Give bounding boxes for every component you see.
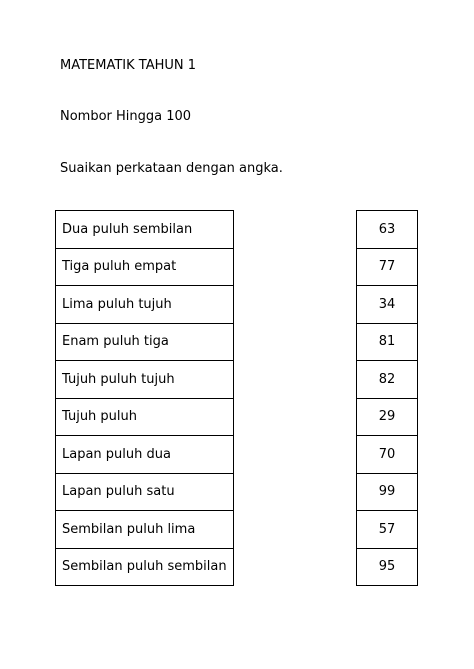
word-cell[interactable]: Lapan puluh dua bbox=[56, 436, 234, 474]
words-column bbox=[55, 210, 234, 586]
number-cell[interactable]: 82 bbox=[357, 361, 418, 399]
number-cell[interactable]: 34 bbox=[357, 286, 418, 324]
number-cell[interactable]: 70 bbox=[357, 436, 418, 474]
number-cell[interactable]: 95 bbox=[357, 548, 418, 586]
word-cell[interactable]: Sembilan puluh sembilan bbox=[56, 548, 234, 586]
word-cell[interactable]: Lapan puluh satu bbox=[56, 473, 234, 511]
number-cell[interactable]: 81 bbox=[357, 323, 418, 361]
numbers-column bbox=[356, 210, 418, 586]
instruction-text: Suaikan perkataan dengan angka. bbox=[60, 161, 283, 176]
word-cell[interactable]: Lima puluh tujuh bbox=[56, 286, 234, 324]
word-cell[interactable]: Sembilan puluh lima bbox=[56, 511, 234, 549]
number-cell[interactable]: 99 bbox=[357, 473, 418, 511]
page-subtitle: Nombor Hingga 100 bbox=[60, 109, 192, 124]
word-cell[interactable]: Tiga puluh empat bbox=[56, 248, 234, 286]
word-cell[interactable]: Dua puluh sembilan bbox=[56, 211, 234, 249]
number-cell[interactable]: 29 bbox=[357, 398, 418, 436]
number-cell[interactable]: 57 bbox=[357, 511, 418, 549]
word-cell[interactable]: Tujuh puluh bbox=[56, 398, 234, 436]
number-cell[interactable]: 63 bbox=[357, 211, 418, 249]
word-cell[interactable]: Enam puluh tiga bbox=[56, 323, 234, 361]
word-cell[interactable]: Tujuh puluh tujuh bbox=[56, 361, 234, 399]
number-cell[interactable]: 77 bbox=[357, 248, 418, 286]
page-title: MATEMATIK TAHUN 1 bbox=[60, 58, 197, 73]
